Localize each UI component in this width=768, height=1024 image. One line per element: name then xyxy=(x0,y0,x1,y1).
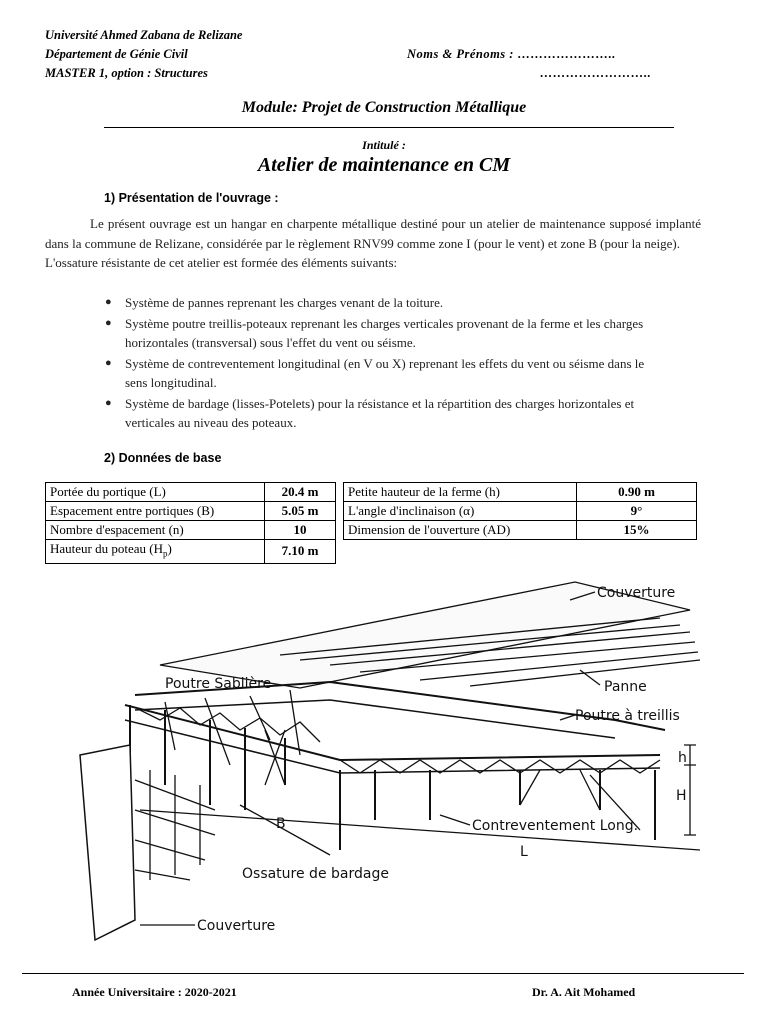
table-cell-label: Espacement entre portiques (B) xyxy=(46,502,265,521)
bullet-icon: ● xyxy=(105,356,112,369)
table-cell-label: Nombre d'espacement (n) xyxy=(46,521,265,540)
bullet-icon: ● xyxy=(105,296,112,308)
header-rule xyxy=(104,127,674,128)
cladding-wall-shape xyxy=(80,745,135,940)
table-cell-value: 9° xyxy=(577,502,697,521)
cladding-framework-shape xyxy=(135,770,215,880)
roof-bracing-shape xyxy=(165,690,300,765)
author-name: Dr. A. Ait Mohamed xyxy=(532,985,636,999)
table-cell-value: 7.10 m xyxy=(265,540,336,564)
framework-list xyxy=(105,293,665,434)
table-cell-value: 10 xyxy=(265,521,336,540)
university-name: Université Ahmed Zabana de Relizane xyxy=(45,28,243,42)
table-cell-label: Hauteur du poteau $(H_p)$ xyxy=(46,540,265,564)
table-cell-label: Portée du portique (L) xyxy=(46,483,265,502)
label-h-small: h xyxy=(678,750,687,766)
table-row xyxy=(344,483,697,502)
list-item: ● Système de bardage (lisses-Potelets) pour la résistance et la répartition des charges horizontales et verticales au niveau des poteaux. xyxy=(105,395,635,430)
label-l: L xyxy=(520,844,528,860)
hangar-structure-figure xyxy=(0,570,768,960)
label-couverture-bottom: Couverture xyxy=(197,918,276,934)
section1-heading: 1) Présentation de l'ouvrage : xyxy=(104,191,279,205)
table-cell-label: L'angle d'inclinaison (α) xyxy=(344,502,577,521)
data-table-right xyxy=(343,482,697,540)
lower-chord-shape xyxy=(135,700,615,738)
bullet-icon: ● xyxy=(105,316,112,329)
label-b: B xyxy=(276,816,286,832)
table-row xyxy=(46,540,336,564)
truss-bottom-chord-shape xyxy=(125,720,660,773)
table-cell-label: Dimension de l'ouverture (AD) xyxy=(344,521,577,540)
label-couverture-top: Couverture xyxy=(597,585,676,601)
name-field-label: Noms & Prénoms : ………………….. xyxy=(407,47,616,61)
label-h-large: H xyxy=(676,788,687,804)
leader-poutre-treillis xyxy=(560,715,575,720)
table-cell-value: 20.4 m xyxy=(265,483,336,502)
table-row xyxy=(46,483,336,502)
name-field-dots: …………………….. xyxy=(540,66,652,80)
label-ossature: Ossature de bardage xyxy=(242,866,389,882)
leader-contreventement xyxy=(440,815,470,825)
section2-heading: 2) Données de base xyxy=(104,451,222,465)
section1-text xyxy=(45,214,701,273)
framework-intro: L'ossature résistante de cet atelier est formée des éléments suivants: xyxy=(45,255,398,270)
data-table-left xyxy=(45,482,336,564)
document-title: Atelier de maintenance en CM xyxy=(257,154,511,176)
longitudinal-bracing-shape xyxy=(265,730,640,830)
table-cell-value: 5.05 m xyxy=(265,502,336,521)
label-contreventement: Contreventement Long. xyxy=(472,818,639,834)
table-cell-value: 15% xyxy=(577,521,697,540)
table-cell-label: Petite hauteur de la ferme (h) xyxy=(344,483,577,502)
bullet-icon: ● xyxy=(105,396,112,409)
table-row xyxy=(46,502,336,521)
table-row xyxy=(46,521,336,540)
department-name: Département de Génie Civil xyxy=(45,47,188,61)
label-panne: Panne xyxy=(604,679,647,695)
academic-year: Année Universitaire : 2020-2021 xyxy=(72,985,237,999)
table-row xyxy=(344,521,697,540)
footer-rule xyxy=(22,973,744,974)
list-item: ● Système de pannes reprenant les charges venant de la toiture. xyxy=(105,293,665,313)
table-row xyxy=(344,502,697,521)
intro-paragraph: Le présent ouvrage est un hangar en charpente métallique destiné pour un atelier de maintenance supposé implanté dans la commune de Relizane, considérée par le règlement RNV99 comme zone I (pour le vent) et zone B (pour la neige). xyxy=(45,216,701,251)
list-item: ● Système poutre treillis-poteaux reprenant les charges verticales provenant de la ferme et les charges horizontales (transversal) sous l'effet du vent ou séisme. xyxy=(105,315,644,350)
master-option: MASTER 1, option : Structures xyxy=(45,66,208,80)
list-item: ● Système de contreventement longitudinal (en V ou X) reprenant les effets du vent ou séisme dans le sens longitudinal. xyxy=(105,355,645,390)
label-poutre-sabliere: Poutre Sablière xyxy=(165,676,272,692)
label-poutre-treillis: Poutre à treillis xyxy=(575,708,680,724)
module-title: Module: Projet de Construction Métallique xyxy=(241,99,527,116)
intitule-label: Intitulé : xyxy=(362,138,406,152)
table-cell-value: 0.90 m xyxy=(577,483,697,502)
